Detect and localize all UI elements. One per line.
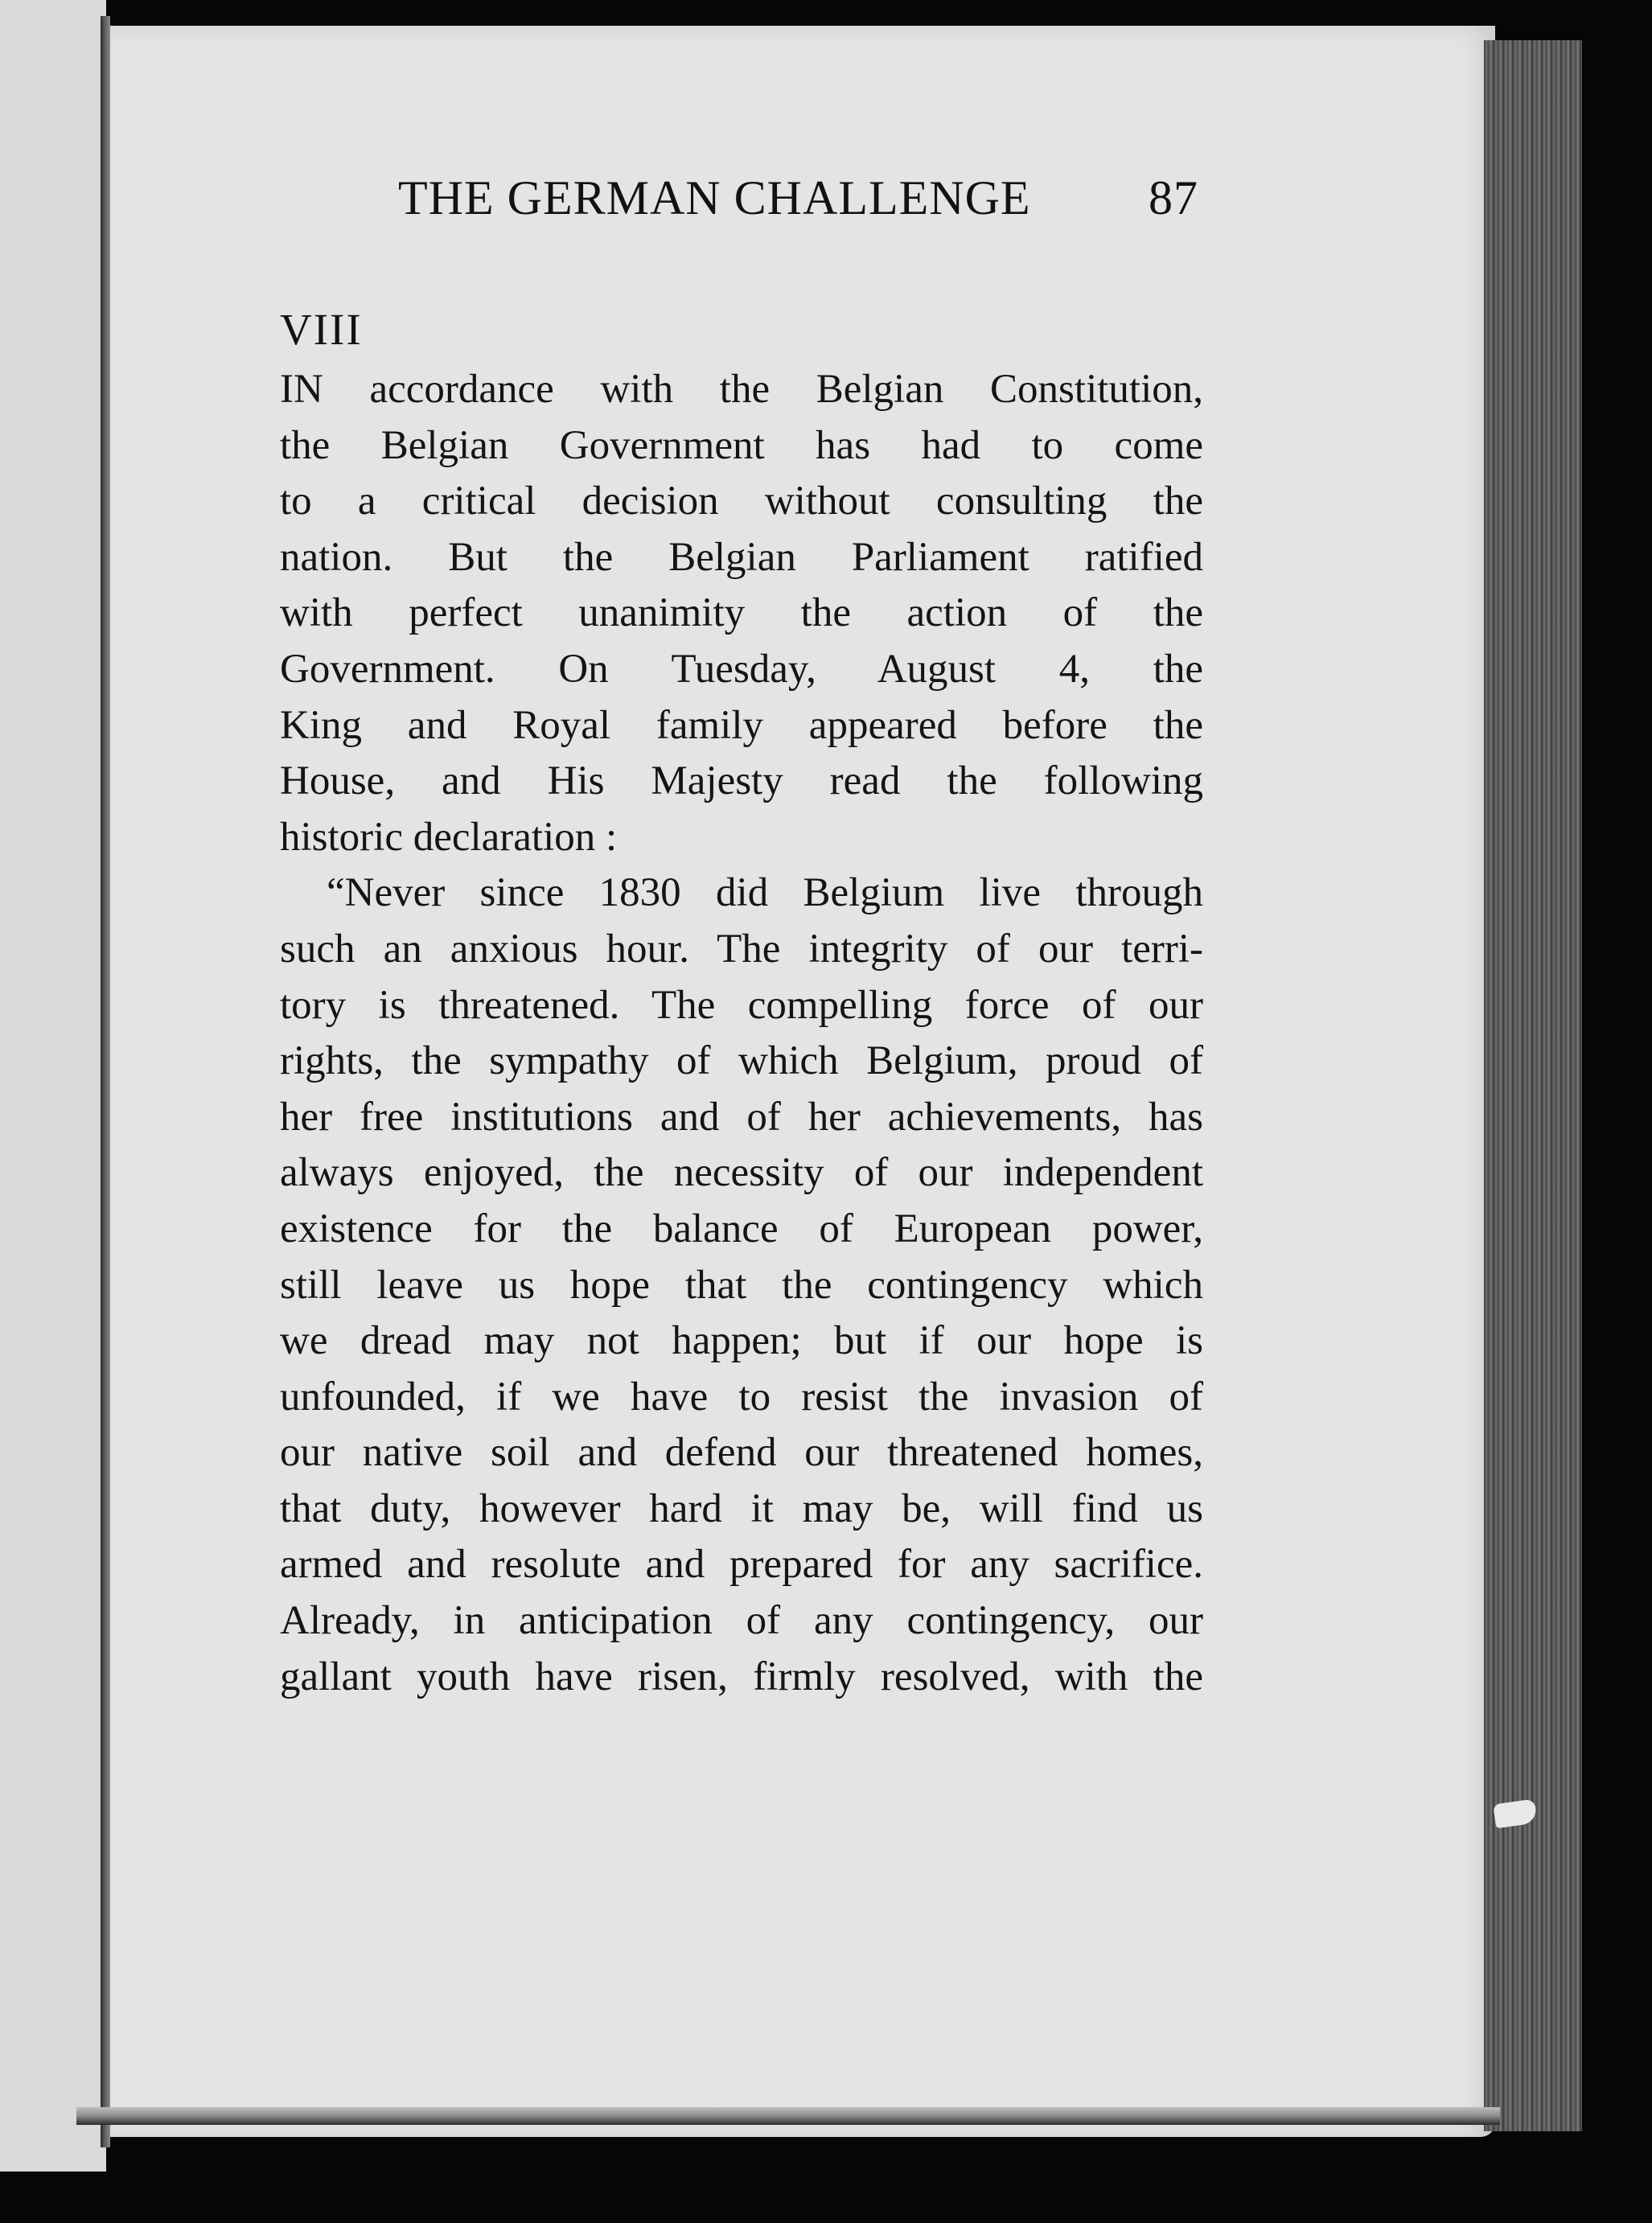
text-line: House, and His Majesty read the following (280, 758, 1203, 804)
running-title: THE GERMAN CHALLENGE (398, 171, 1031, 224)
text-line: historic declaration : (280, 814, 618, 860)
text-line: IN accordance with the Belgian Constitution, (280, 367, 1203, 412)
text-line: with perfect unanimity the action of the (280, 590, 1203, 636)
text-line: nation. But the Belgian Parliament ratified (280, 534, 1203, 580)
text-line: tory is threatened. The compelling force of our (280, 982, 1203, 1028)
page-number: 87 (1149, 171, 1198, 224)
chapter-number: VIII (280, 305, 363, 354)
text-line: her free institutions and of her achievements, has (280, 1094, 1203, 1140)
text-line: Already, in anticipation of any contingency, our (280, 1598, 1203, 1644)
text-line: such an anxious hour. The integrity of our terri- (280, 926, 1203, 972)
text-line: Government. On Tuesday, August 4, the (280, 646, 1203, 692)
text-line: armed and resolute and prepared for any sacrifice. (280, 1542, 1203, 1588)
text-line: we dread may not happen; but if our hope is (280, 1318, 1203, 1364)
previous-page-edge (0, 0, 106, 2172)
text-line: existence for the balance of European power, (280, 1206, 1203, 1251)
page-bottom-edge (76, 2107, 1500, 2125)
text-line: King and Royal family appeared before the (280, 702, 1203, 748)
text-line: the Belgian Government has had to come (280, 422, 1203, 468)
text-line: unfounded, if we have to resist the invasion of (280, 1374, 1203, 1420)
text-line: always enjoyed, the necessity of our independent (280, 1150, 1203, 1196)
body-text (280, 362, 1203, 1705)
text-line: gallant youth have risen, firmly resolved, with the (280, 1654, 1203, 1699)
text-line: that duty, however hard it may be, will find us (280, 1485, 1203, 1531)
text-line: our native soil and defend our threatened homes, (280, 1430, 1203, 1476)
book-gutter (101, 16, 110, 2147)
text-line: to a critical decision without consulting the (280, 479, 1203, 524)
text-line: “Never since 1830 did Belgium live through (327, 870, 1203, 916)
text-line: still leave us hope that the contingency which (280, 1262, 1203, 1308)
text-line: rights, the sympathy of which Belgium, proud of (280, 1038, 1203, 1084)
